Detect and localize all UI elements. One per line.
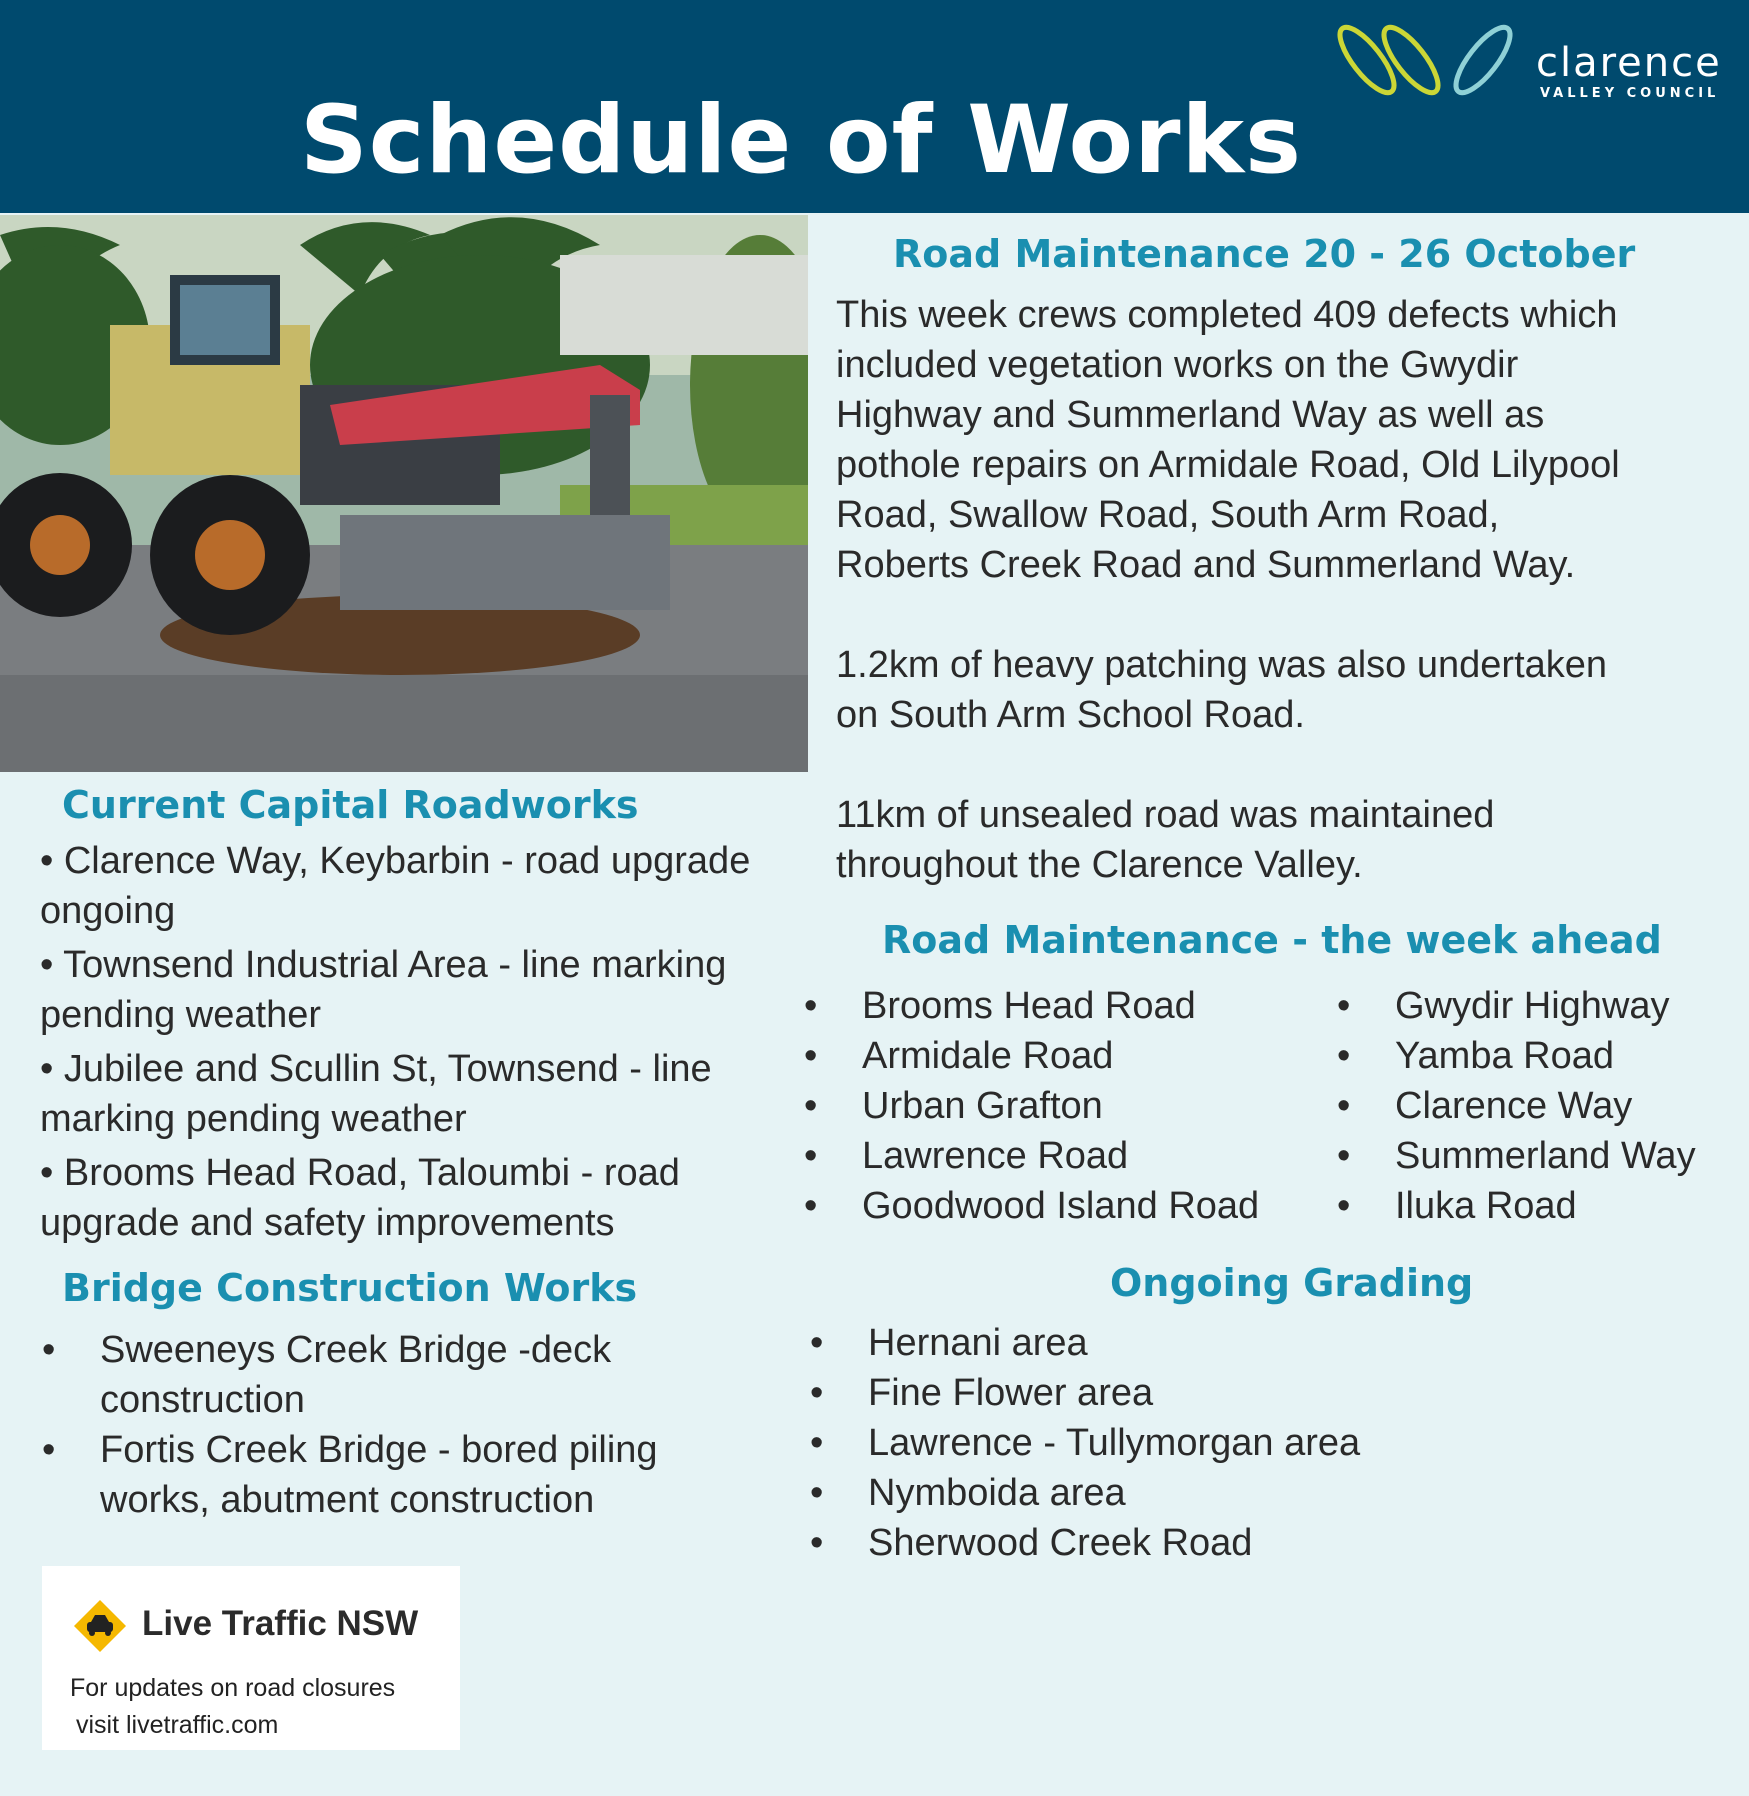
- grading-list: [810, 1318, 1360, 1568]
- list-item: • Lawrence Road: [804, 1131, 1259, 1181]
- live-traffic-box[interactable]: [42, 1566, 460, 1750]
- list-item: • Fortis Creek Bridge - bored piling works, abutment construction: [42, 1425, 742, 1525]
- text-line: throughout the Clarence Valley.: [836, 844, 1363, 886]
- list-item: • Hernani area: [810, 1318, 1360, 1368]
- text-line: on South Arm School Road.: [836, 694, 1305, 736]
- road-maintenance-paragraph-1: [836, 290, 1620, 590]
- text-line: 11km of unsealed road was maintained: [836, 794, 1495, 836]
- car-warning-icon: [72, 1598, 128, 1654]
- list-item: • Jubilee and Scullin St, Townsend - line marking pending weather: [40, 1048, 712, 1140]
- road-maintenance-heading: Road Maintenance 20 - 26 October: [893, 232, 1636, 276]
- text-line: This week crews completed 409 defects which: [836, 294, 1618, 336]
- text-line: 1.2km of heavy patching was also undertaken: [836, 644, 1608, 686]
- list-item: • Yamba Road: [1337, 1031, 1696, 1081]
- week-ahead-list-col2: [1337, 981, 1696, 1231]
- list-item: • Gwydir Highway: [1337, 981, 1696, 1031]
- list-item: • Brooms Head Road: [804, 981, 1259, 1031]
- week-ahead-heading: Road Maintenance - the week ahead: [882, 918, 1662, 962]
- ongoing-grading-heading: Ongoing Grading: [1110, 1261, 1474, 1305]
- road-maintenance-paragraph-3: [836, 790, 1494, 890]
- list-item: • Nymboida area: [810, 1468, 1360, 1518]
- bridge-works-list: [42, 1325, 742, 1525]
- list-item: • Clarence Way, Keybarbin - road upgrade ongoing: [40, 840, 751, 932]
- list-item: • Iluka Road: [1337, 1181, 1696, 1231]
- text-line: Highway and Summerland Way as well as: [836, 394, 1545, 436]
- bridge-works-heading: Bridge Construction Works: [62, 1266, 638, 1310]
- page-title: Schedule of Works: [300, 86, 1302, 195]
- list-item: • Fine Flower area: [810, 1368, 1360, 1418]
- list-item: • Summerland Way: [1337, 1131, 1696, 1181]
- capital-roadworks-heading: Current Capital Roadworks: [62, 783, 639, 827]
- list-item: • Urban Grafton: [804, 1081, 1259, 1131]
- road-reclaimer-photo: [0, 215, 808, 772]
- list-item: • Armidale Road: [804, 1031, 1259, 1081]
- text-line: Roberts Creek Road and Summerland Way.: [836, 544, 1576, 586]
- list-item: • Townsend Industrial Area - line marking pending weather: [40, 944, 727, 1036]
- list-item: • Lawrence - Tullymorgan area: [810, 1418, 1360, 1468]
- road-maintenance-paragraph-2: [836, 640, 1607, 740]
- list-item: • Sherwood Creek Road: [810, 1518, 1360, 1568]
- text-line: pothole repairs on Armidale Road, Old Lilypool: [836, 444, 1620, 486]
- text-line: Road, Swallow Road, South Arm Road,: [836, 494, 1500, 536]
- list-item: • Goodwood Island Road: [804, 1181, 1259, 1231]
- week-ahead-list-col1: [804, 981, 1259, 1231]
- logo-subtitle: VALLEY COUNCIL: [1540, 86, 1720, 101]
- logo-wordmark: clarence: [1536, 40, 1722, 86]
- live-traffic-line-1: For updates on road closures: [70, 1674, 396, 1702]
- live-traffic-line-2: visit livetraffic.com: [76, 1711, 279, 1739]
- list-item: • Sweeneys Creek Bridge -deck construction: [42, 1325, 742, 1425]
- live-traffic-title: Live Traffic NSW: [142, 1604, 419, 1643]
- capital-roadworks-list: [40, 836, 780, 1252]
- text-line: included vegetation works on the Gwydir: [836, 344, 1519, 386]
- list-item: • Brooms Head Road, Taloumbi - road upgrade and safety improvements: [40, 1152, 680, 1244]
- list-item: • Clarence Way: [1337, 1081, 1696, 1131]
